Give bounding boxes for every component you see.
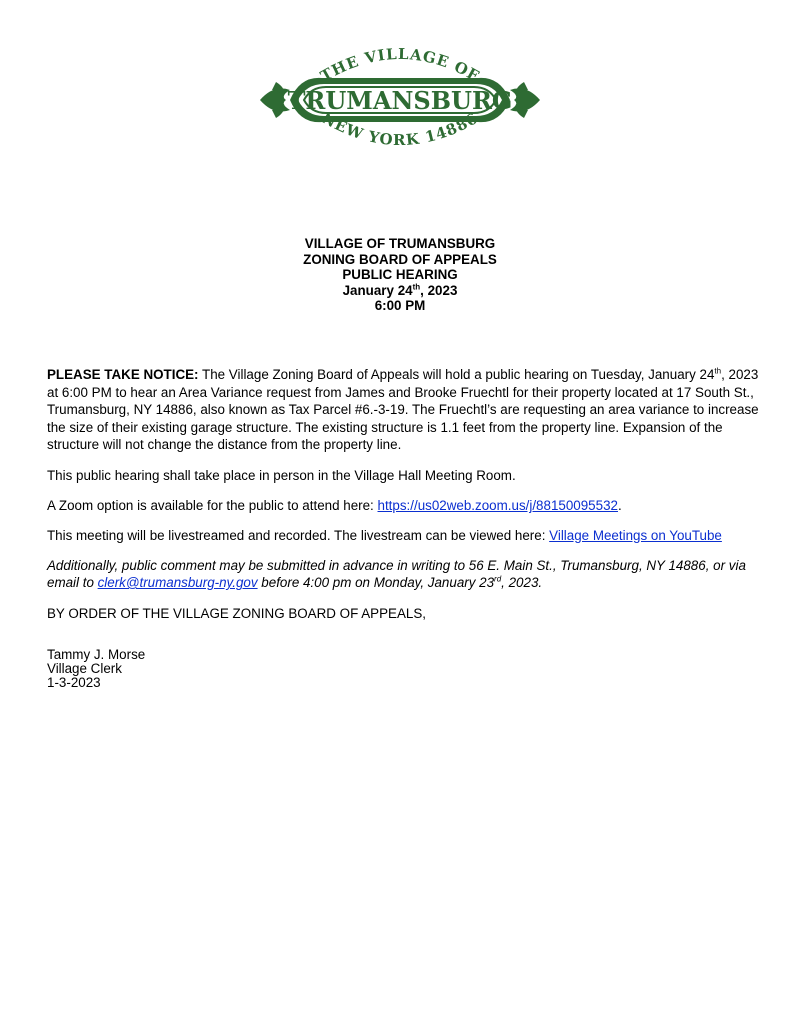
notice-body xyxy=(47,366,762,690)
location-paragraph: This public hearing shall take place in person in the Village Hall Meeting Room. xyxy=(47,467,516,483)
hearing-date-main: January 24 xyxy=(342,282,413,298)
title-line-2: ZONING BOARD OF APPEALS xyxy=(303,251,497,267)
notice-sup: th xyxy=(714,366,722,376)
order-paragraph: BY ORDER OF THE VILLAGE ZONING BOARD OF APPEALS, xyxy=(47,605,427,621)
comment-text-3: , 2023. xyxy=(501,575,543,590)
signature-title: Village Clerk xyxy=(47,661,122,676)
logo-bottom-text: NEW YORK 14886 xyxy=(318,108,482,150)
logo-name: TRUMANSBURG xyxy=(287,86,513,115)
logo-top-text: THE VILLAGE OF xyxy=(317,44,483,86)
email-link[interactable]: clerk@trumansburg-ny.gov xyxy=(97,575,258,590)
zoom-paragraph xyxy=(47,497,762,515)
signature-block xyxy=(47,648,762,690)
zoom-text: A Zoom option is available for the public to attend here: xyxy=(47,498,378,513)
notice-paragraph xyxy=(47,366,762,454)
signature-name: Tammy J. Morse xyxy=(47,647,146,662)
livestream-text: This meeting will be livestreamed and recorded. The livestream can be viewed here: xyxy=(47,527,550,543)
livestream-paragraph xyxy=(47,528,762,544)
comment-text-1: Additionally, public comment may be submitted in advance in writing to 56 E. Main St., Trumansburg, NY 14886, or via email to xyxy=(47,557,746,590)
hearing-time: 6:00 PM xyxy=(374,298,426,313)
zoom-link[interactable]: https://us02web.zoom.us/j/88150095532 xyxy=(377,498,618,513)
title-line-1: VILLAGE OF TRUMANSBURG xyxy=(304,236,496,251)
comment-text-2: before 4:00 pm on Monday, January 23 xyxy=(257,575,495,590)
title-line-3: PUBLIC HEARING xyxy=(342,267,458,282)
comment-paragraph xyxy=(47,557,762,592)
hearing-title-block xyxy=(0,236,800,314)
hearing-date xyxy=(0,283,800,299)
village-logo xyxy=(256,40,544,162)
notice-text-1: The Village Zoning Board of Appeals will hold a public hearing on Tuesday, January 24 xyxy=(198,367,715,382)
hearing-date-year: , 2023 xyxy=(420,282,458,298)
zoom-after: . xyxy=(617,498,622,513)
comment-sup: rd xyxy=(494,574,502,584)
signature-date: 1-3-2023 xyxy=(47,675,101,690)
hearing-date-sup: th xyxy=(412,282,421,292)
notice-text-2: , 2023 at 6:00 PM to hear an Area Variance request from James and Brooke Fruechtl for their property located at 17 South St., Trumansburg, NY 14886, also known as Tax Parcel #6.-3-19. The Fruechtl’s are requesting an area variance to increase the size of their existing garage structure. The existing structure is 1.1 feet from the property line. Expansion of the structure will not change the distance from the property line. xyxy=(47,367,759,452)
notice-lead: PLEASE TAKE NOTICE: xyxy=(47,367,199,382)
youtube-link[interactable]: Village Meetings on YouTube xyxy=(549,527,722,543)
